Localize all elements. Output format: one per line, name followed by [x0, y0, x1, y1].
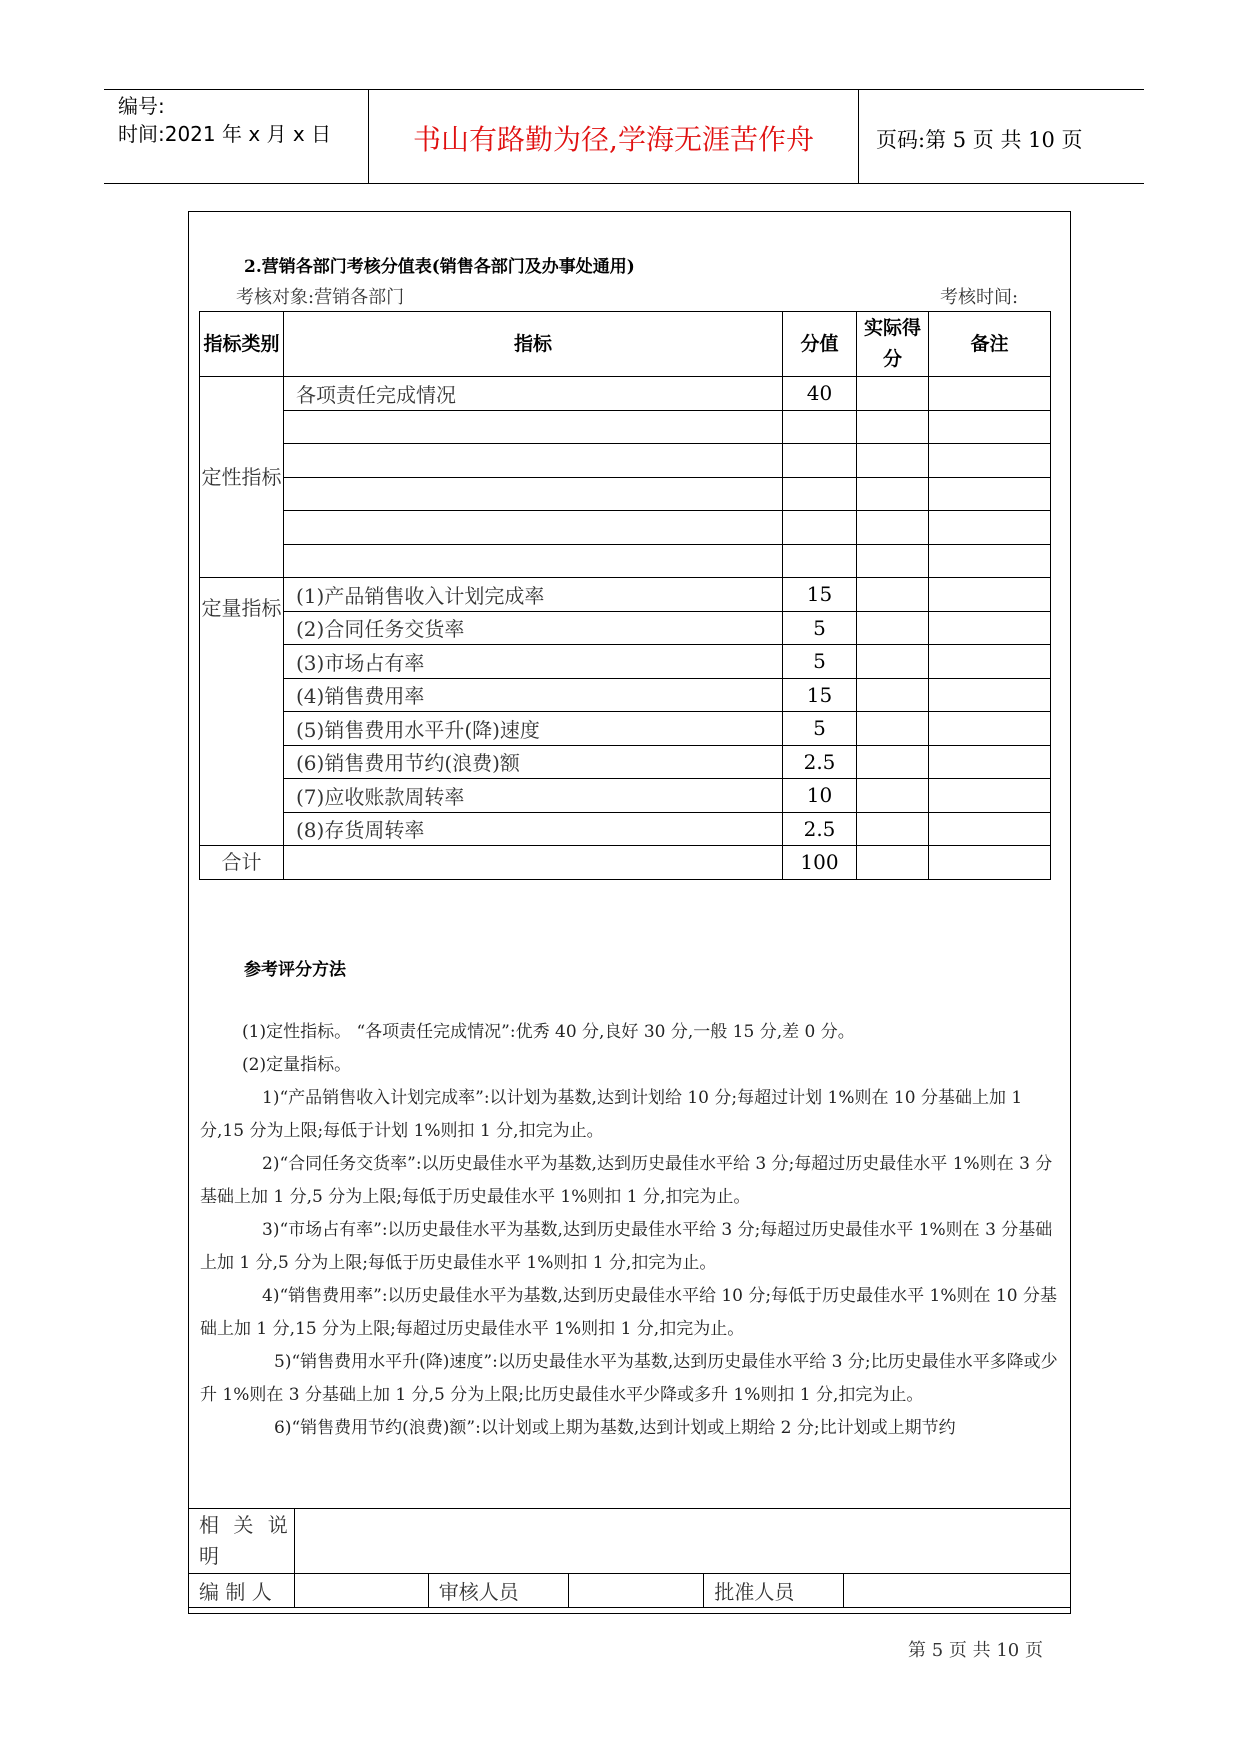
header-actual-score: 实际得分 — [857, 312, 929, 377]
header-divider — [858, 90, 859, 183]
remarks-cell[interactable] — [929, 745, 1051, 779]
actual-score-cell[interactable] — [857, 611, 929, 645]
score-cell — [783, 444, 857, 478]
table-row — [200, 377, 1051, 411]
method-title: 参考评分方法 — [244, 960, 346, 980]
table-row — [200, 678, 1051, 712]
assessment-time: 考核时间: — [940, 287, 1019, 308]
indicator-cell: (1)产品销售收入计划完成率 — [284, 578, 783, 612]
method-paragraph: 4)“销售费用率”:以历史最佳水平为基数,达到历史最佳水平给 10 分;每低于历史最佳水平 1%则在 10 分基础上加 1 分,15 分为上限;每超过历史最佳水平 1%则扣 1 分,扣完为止。 — [200, 1286, 1057, 1339]
total-actual-score-cell[interactable] — [857, 846, 929, 880]
actual-score-cell[interactable] — [857, 645, 929, 679]
table-row — [200, 410, 1051, 444]
table-row — [200, 645, 1051, 679]
remarks-cell[interactable] — [929, 712, 1051, 746]
remarks-cell[interactable] — [929, 444, 1051, 478]
method-paragraph: (2)定量指标。 — [242, 1055, 352, 1075]
indicator-cell: 各项责任完成情况 — [284, 377, 783, 411]
table-row — [200, 511, 1051, 545]
method-paragraph: (1)定性指标。 “各项责任完成情况”:优秀 40 分,良好 30 分,一般 15 分,差 0 分。 — [242, 1022, 855, 1042]
actual-score-cell[interactable] — [857, 712, 929, 746]
remarks-cell[interactable] — [929, 578, 1051, 612]
document-number-label: 编号: — [118, 94, 165, 118]
remarks-cell[interactable] — [929, 779, 1051, 813]
indicator-cell — [284, 410, 783, 444]
method-paragraph: 3)“市场占有率”:以历史最佳水平为基数,达到历史最佳水平给 3 分;每超过历史最佳水平 1%则在 3 分基础上加 1 分,5 分为上限;每低于历史最佳水平 1%则扣 1 分,扣完为止。 — [200, 1220, 1053, 1273]
notes-label: 相 关 说 明 — [189, 1509, 295, 1574]
remarks-cell[interactable] — [929, 645, 1051, 679]
score-cell: 10 — [783, 779, 857, 813]
total-label: 合计 — [200, 846, 284, 880]
actual-score-cell[interactable] — [857, 377, 929, 411]
indicator-cell: (6)销售费用节约(浪费)额 — [284, 745, 783, 779]
table-row — [200, 444, 1051, 478]
notes-row — [189, 1509, 1071, 1574]
score-cell: 5 — [783, 645, 857, 679]
approver-field[interactable] — [844, 1574, 1071, 1608]
method-paragraph: 6)“销售费用节约(浪费)额”:以计划或上期为基数,达到计划或上期给 2 分;比计划或上期节约 — [274, 1418, 956, 1438]
header-category: 指标类别 — [200, 312, 284, 377]
score-cell — [783, 410, 857, 444]
method-paragraph: 5)“销售费用水平升(降)速度”:以历史最佳水平为基数,达到历史最佳水平给 3 分;比历史最佳水平多降或少升 1%则在 3 分基础上加 1 分,5 分为上限;比历史最佳水平少降或多升 1%则扣 1 分,扣完为止。 — [200, 1352, 1058, 1405]
header-meta — [118, 92, 331, 148]
table-row — [200, 812, 1051, 846]
score-cell — [783, 511, 857, 545]
remarks-cell[interactable] — [929, 678, 1051, 712]
remarks-cell[interactable] — [929, 477, 1051, 511]
actual-score-cell[interactable] — [857, 779, 929, 813]
method-paragraph: 1)“产品销售收入计划完成率”:以计划为基数,达到计划给 10 分;每超过计划 1%则在 10 分基础上加 1 分,15 分为上限;每低于计划 1%则扣 1 分,扣完为止。 — [200, 1088, 1023, 1141]
method-paragraph: 2)“合同任务交货率”:以历史最佳水平为基数,达到历史最佳水平给 3 分;每超过历史最佳水平 1%则在 3 分基础上加 1 分,5 分为上限;每低于历史最佳水平 1%则扣 1 分,扣完为止。 — [200, 1154, 1053, 1207]
signature-row — [189, 1574, 1071, 1608]
method-body — [200, 1016, 1062, 1445]
remarks-cell[interactable] — [929, 812, 1051, 846]
indicator-cell: (2)合同任务交货率 — [284, 611, 783, 645]
score-cell: 5 — [783, 611, 857, 645]
assessment-object: 考核对象:营销各部门 — [236, 287, 405, 308]
total-indicator-cell — [284, 846, 783, 880]
header-motto: 书山有路勤为径,学海无涯苦作舟 — [413, 123, 814, 156]
indicator-cell: (3)市场占有率 — [284, 645, 783, 679]
actual-score-cell[interactable] — [857, 578, 929, 612]
score-cell: 2.5 — [783, 812, 857, 846]
page-header — [104, 89, 1144, 184]
table-row — [200, 578, 1051, 612]
remarks-cell[interactable] — [929, 511, 1051, 545]
notes-field[interactable] — [294, 1509, 1070, 1574]
actual-score-cell[interactable] — [857, 812, 929, 846]
header-page-number: 页码:第 5 页 共 10 页 — [876, 128, 1083, 152]
header-score: 分值 — [783, 312, 857, 377]
category-quantitative: 定量指标 — [200, 578, 284, 846]
table-row — [200, 712, 1051, 746]
score-cell: 5 — [783, 712, 857, 746]
remarks-cell[interactable] — [929, 611, 1051, 645]
header-remarks: 备注 — [929, 312, 1051, 377]
actual-score-cell[interactable] — [857, 678, 929, 712]
actual-score-cell[interactable] — [857, 410, 929, 444]
reviewer-label: 审核人员 — [428, 1574, 568, 1608]
indicator-cell: (4)销售费用率 — [284, 678, 783, 712]
table-row — [200, 745, 1051, 779]
table-row — [200, 779, 1051, 813]
table-row — [200, 544, 1051, 578]
indicator-cell: (8)存货周转率 — [284, 812, 783, 846]
score-cell: 2.5 — [783, 745, 857, 779]
table-row — [200, 611, 1051, 645]
remarks-cell[interactable] — [929, 544, 1051, 578]
remarks-cell[interactable] — [929, 377, 1051, 411]
table-row — [200, 477, 1051, 511]
score-cell: 15 — [783, 678, 857, 712]
prepared-by-label: 编 制 人 — [189, 1574, 295, 1608]
indicator-cell — [284, 544, 783, 578]
total-row — [200, 846, 1051, 880]
total-score: 100 — [783, 846, 857, 880]
score-cell: 40 — [783, 377, 857, 411]
score-cell — [783, 477, 857, 511]
prepared-by-field[interactable] — [294, 1574, 428, 1608]
total-remarks-cell[interactable] — [929, 846, 1051, 880]
header-indicator: 指标 — [284, 312, 783, 377]
score-cell: 15 — [783, 578, 857, 612]
actual-score-cell[interactable] — [857, 511, 929, 545]
indicator-cell: (7)应收账款周转率 — [284, 779, 783, 813]
section-title: 2.营销各部门考核分值表(销售各部门及办事处通用) — [244, 257, 635, 277]
score-cell — [783, 544, 857, 578]
approver-label: 批准人员 — [704, 1574, 844, 1608]
signature-table — [188, 1508, 1071, 1608]
indicator-cell — [284, 511, 783, 545]
actual-score-cell[interactable] — [857, 745, 929, 779]
document-time-label: 时间:2021 年 x 月 x 日 — [118, 122, 332, 146]
footer-page-number: 第 5 页 共 10 页 — [908, 1640, 1043, 1661]
indicator-cell — [284, 477, 783, 511]
indicator-cell: (5)销售费用水平升(降)速度 — [284, 712, 783, 746]
table-header-row — [200, 312, 1051, 377]
reviewer-field[interactable] — [568, 1574, 704, 1608]
indicator-cell — [284, 444, 783, 478]
remarks-cell[interactable] — [929, 410, 1051, 444]
actual-score-cell[interactable] — [857, 544, 929, 578]
score-table — [199, 311, 1051, 880]
category-qualitative: 定性指标 — [200, 377, 284, 578]
actual-score-cell[interactable] — [857, 444, 929, 478]
actual-score-cell[interactable] — [857, 477, 929, 511]
